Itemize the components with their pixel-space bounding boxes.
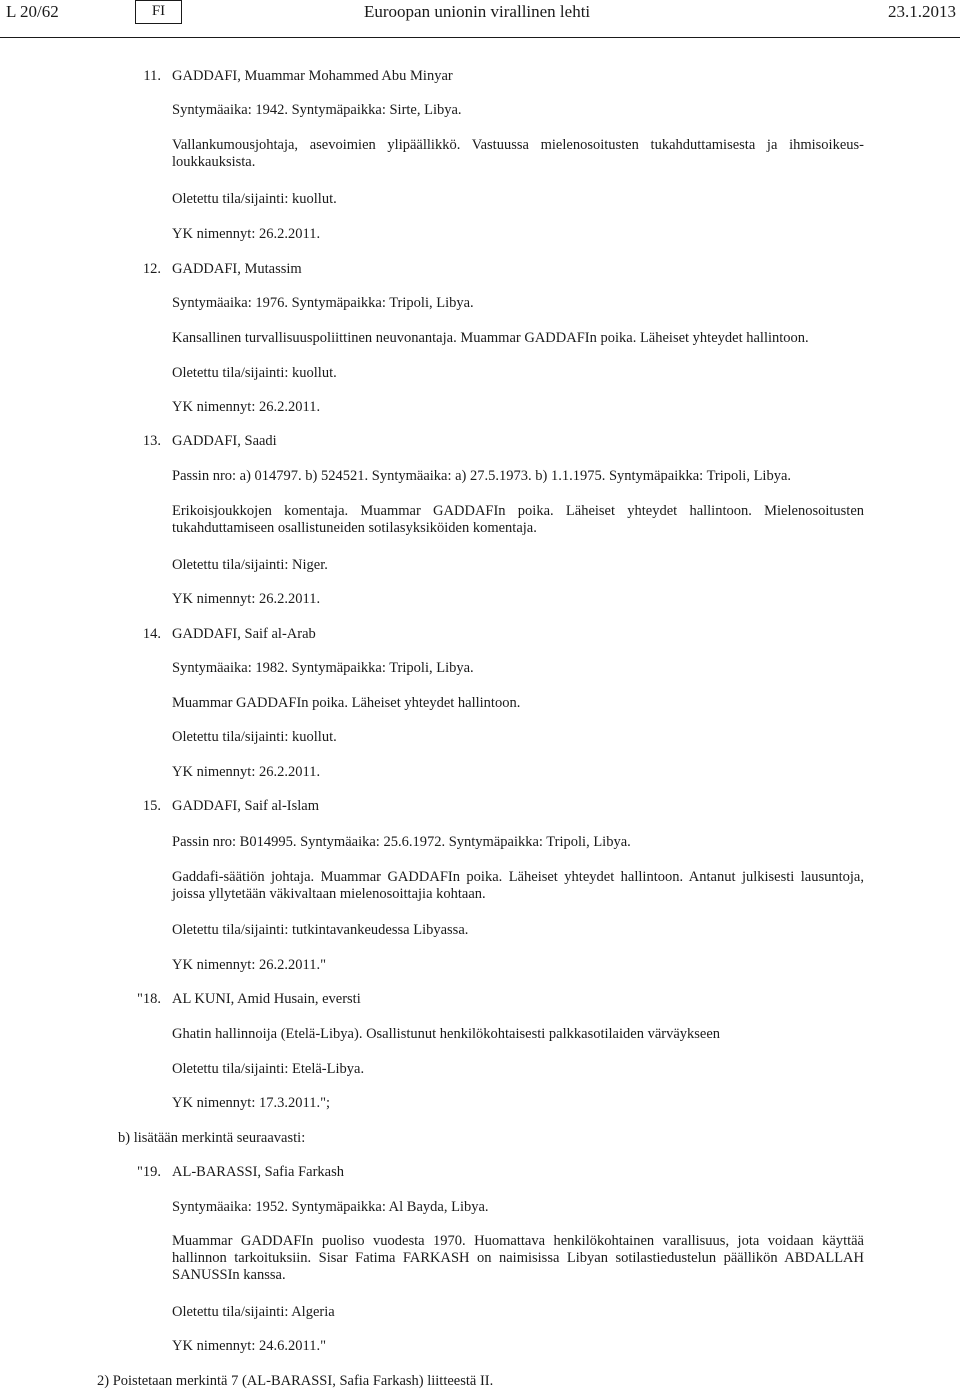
entry-number: "19.: [136, 1164, 161, 1180]
entry-status: Oletettu tila/sijainti: Niger.: [172, 557, 328, 573]
entry-number: 15.: [142, 798, 161, 814]
entry-birth: Syntymäaika: 1982. Syntymäpaikka: Tripoli, Libya.: [172, 660, 474, 676]
entry-designated: YK nimennyt: 26.2.2011.: [172, 764, 321, 780]
entry-designated: YK nimennyt: 26.2.2011.: [172, 226, 321, 242]
entry-name: GADDAFI, Saif al-Islam: [172, 798, 319, 814]
entry-number: 11.: [143, 68, 161, 84]
entry-name: GADDAFI, Saadi: [172, 433, 277, 449]
entry-info: Kansallinen turvallisuuspoliittinen neuvonantaja. Muammar GADDAFIn poika. Läheiset yhteydet hallintoon.: [172, 330, 809, 346]
publication-date: 23.1.2013: [888, 2, 956, 21]
entry-designated: YK nimennyt: 26.2.2011.: [172, 591, 321, 607]
entry-status: Oletettu tila/sijainti: Etelä-Libya.: [172, 1061, 365, 1077]
entry-info: Ghatin hallinnoija (Etelä-Libya). Osallistunut henkilökohtaisesti palkkasotilaiden värväykseen: [172, 1026, 721, 1042]
entry-info: Vallankumousjohtaja, asevoimien ylipäällikkö. Vastuussa mielenosoitusten tukahduttamisesta ja ihmisoikeusloukkauksista.: [172, 137, 864, 170]
entry-number: 13.: [142, 433, 161, 449]
item-2-text: 2) Poistetaan merkintä 7 (AL-BARASSI, Safia Farkash) liitteestä II.: [97, 1373, 494, 1389]
entry-designated: YK nimennyt: 24.6.2011.": [172, 1338, 326, 1354]
point-b-heading: b) lisätään merkintä seuraavasti:: [118, 1130, 306, 1146]
entry-info: Muammar GADDAFIn poika. Läheiset yhteydet hallintoon.: [172, 695, 521, 711]
entry-name: AL-BARASSI, Safia Farkash: [172, 1164, 344, 1180]
entry-info: Erikoisjoukkojen komentaja. Muammar GADDAFIn poika. Läheiset yhteydet hallintoon. Mielenosoitusten tukahduttamiseen osallistuneiden sotilasyksiköiden komentaja.: [172, 503, 864, 536]
entry-status: Oletettu tila/sijainti: tutkintavankeudessa Libyassa.: [172, 922, 469, 938]
entry-designated: YK nimennyt: 17.3.2011.";: [172, 1095, 331, 1111]
entry-birth: Syntymäaika: 1952. Syntymäpaikka: Al Bayda, Libya.: [172, 1199, 489, 1215]
language-code-box: FI: [135, 0, 182, 24]
page-reference: L 20/62: [6, 2, 59, 21]
entry-status: Oletettu tila/sijainti: kuollut.: [172, 729, 337, 745]
entry-birth: Passin nro: a) 014797. b) 524521. Syntymäaika: a) 27.5.1973. b) 1.1.1975. Syntymäpaikka: Tripoli, Libya.: [172, 468, 792, 484]
entry-name: GADDAFI, Saif al-Arab: [172, 626, 316, 642]
entry-number: 14.: [142, 626, 161, 642]
entry-birth: Syntymäaika: 1942. Syntymäpaikka: Sirte, Libya.: [172, 102, 462, 118]
entry-birth: Syntymäaika: 1976. Syntymäpaikka: Tripoli, Libya.: [172, 295, 474, 311]
entry-number: 12.: [142, 261, 161, 277]
page-header: [0, 0, 960, 40]
entry-name: GADDAFI, Muammar Mohammed Abu Minyar: [172, 68, 453, 84]
header-rule: [0, 37, 960, 38]
entry-status: Oletettu tila/sijainti: kuollut.: [172, 191, 337, 207]
entry-designated: YK nimennyt: 26.2.2011.": [172, 957, 326, 973]
journal-title: Euroopan unionin virallinen lehti: [364, 2, 591, 21]
entry-name: GADDAFI, Mutassim: [172, 261, 302, 277]
entry-birth: Passin nro: B014995. Syntymäaika: 25.6.1972. Syntymäpaikka: Tripoli, Libya.: [172, 834, 631, 850]
entry-status: Oletettu tila/sijainti: kuollut.: [172, 365, 337, 381]
entry-info: Gaddafi-säätiön johtaja. Muammar GADDAFIn poika. Läheiset yhteydet hallintoon. Antanut julkisesti lausuntoja, joissa yllytetään väkivaltaan mielenosoittajia kohtaan.: [172, 869, 864, 902]
entry-name: AL KUNI, Amid Husain, eversti: [172, 991, 361, 1007]
entry-info: Muammar GADDAFIn puoliso vuodesta 1970. Huomattava henkilökohtainen varallisuus, jota voidaan käyttää hallinnon tarkoituksiin. Sisar Fatima FARKASH on naimisissa Libyan sotilastiedustelun päällikön ABDALLAH SANUSSIn kanssa.: [172, 1233, 864, 1283]
entry-number: "18.: [136, 991, 161, 1007]
entry-designated: YK nimennyt: 26.2.2011.: [172, 399, 321, 415]
entry-status: Oletettu tila/sijainti: Algeria: [172, 1304, 335, 1320]
